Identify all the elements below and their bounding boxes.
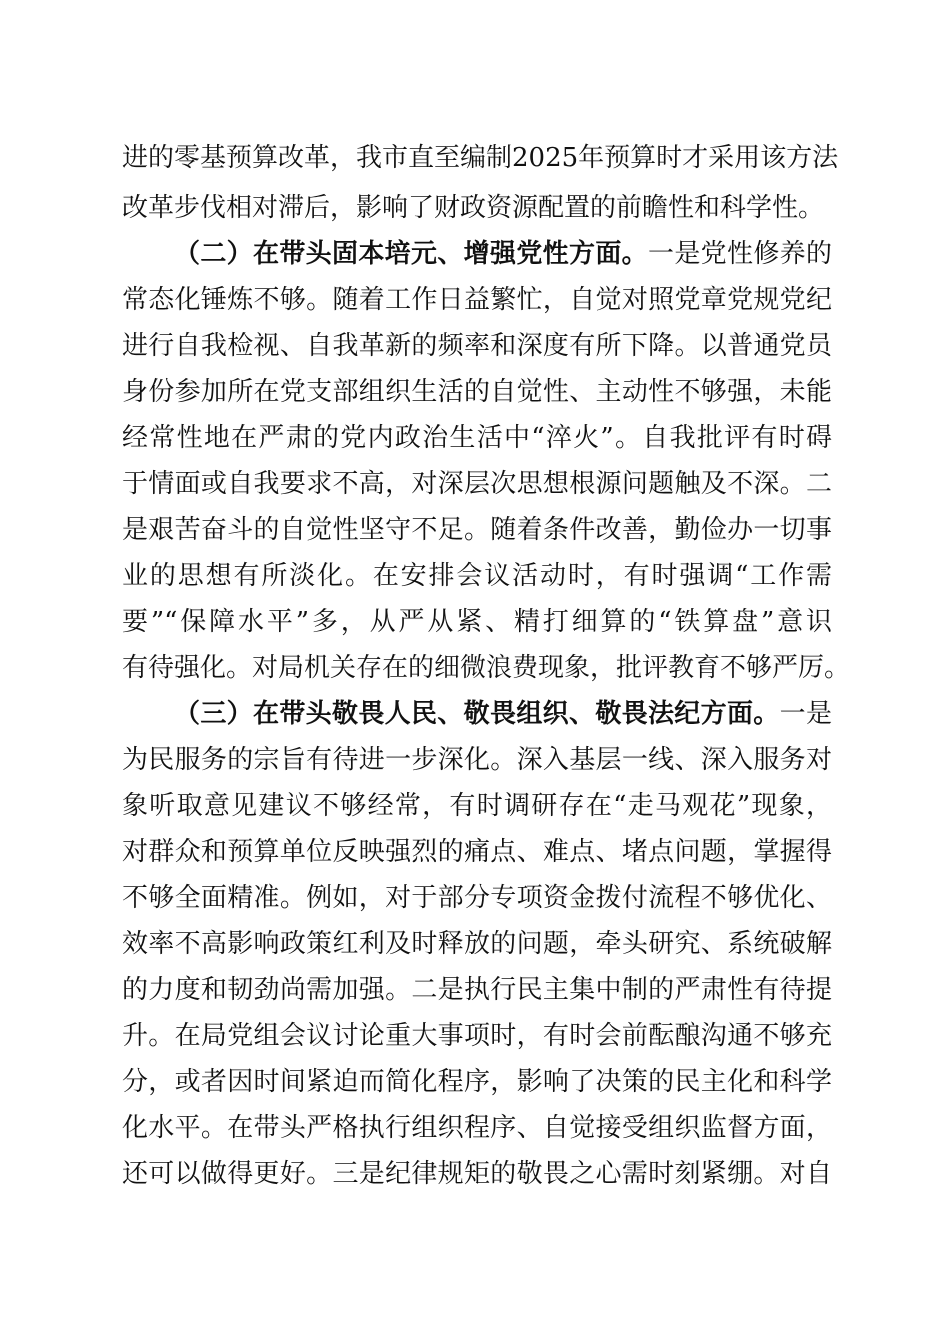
body-line: 经常性地在严肃的党内政治生活中“淬火”。自我批评有时碍 — [122, 423, 832, 453]
section-heading-line — [174, 694, 832, 734]
body-line: 进行自我检视、自我革新的频率和深度有所下降。以普通党员 — [122, 331, 832, 361]
body-line: 对群众和预算单位反映强烈的痛点、难点、堵点问题，掌握得 — [122, 837, 832, 867]
body-line: 进的零基预算改革，我市直至编制2025年预算时才采用该方法 — [122, 143, 839, 173]
body-line: 要”“保障水平”多，从严从紧、精打细算的“铁算盘”意识 — [122, 607, 832, 637]
section-heading: （三）在带头敬畏人民、敬畏组织、敬畏法纪方面。 — [174, 699, 780, 729]
body-line: 效率不高影响政策红利及时释放的问题，牵头研究、系统破解 — [122, 929, 832, 959]
body-line: 升。在局党组会议讨论重大事项时，有时会前酝酿沟通不够充 — [122, 1021, 832, 1051]
body-line: 的力度和韧劲尚需加强。二是执行民主集中制的严肃性有待提 — [122, 975, 832, 1005]
body-line: 有待强化。对局机关存在的细微浪费现象，批评教育不够严厉。 — [122, 653, 851, 683]
section-heading-continuation: 一是 — [779, 699, 832, 729]
body-line: 分，或者因时间紧迫而简化程序，影响了决策的民主化和科学 — [122, 1067, 832, 1097]
body-line: 象听取意见建议不够经常，有时调研存在“走马观花”现象， — [122, 791, 832, 821]
section-heading-continuation: 一是党性修养的 — [647, 239, 832, 269]
body-line: 于情面或自我要求不高，对深层次思想根源问题触及不深。二 — [122, 469, 832, 499]
body-line: 常态化锤炼不够。随着工作日益繁忙，自觉对照党章党规党纪 — [122, 285, 832, 315]
section-heading: （二）在带头固本培元、增强党性方面。 — [174, 239, 648, 269]
body-line: 不够全面精准。例如，对于部分专项资金拨付流程不够优化、 — [122, 883, 832, 913]
body-line: 业的思想有所淡化。在安排会议活动时，有时强调“工作需 — [122, 561, 832, 591]
body-line: 是艰苦奋斗的自觉性坚守不足。随着条件改善，勤俭办一切事 — [122, 515, 832, 545]
body-line: 为民服务的宗旨有待进一步深化。深入基层一线、深入服务对 — [122, 745, 832, 775]
body-line: 还可以做得更好。三是纪律规矩的敬畏之心需时刻紧绷。对自 — [122, 1159, 832, 1189]
body-line: 化水平。在带头严格执行组织程序、自觉接受组织监督方面， — [122, 1113, 832, 1143]
body-line: 身份参加所在党支部组织生活的自觉性、主动性不够强，未能 — [122, 377, 832, 407]
section-heading-line — [174, 234, 832, 274]
body-line: 改革步伐相对滞后，影响了财政资源配置的前瞻性和科学性。 — [122, 193, 825, 223]
